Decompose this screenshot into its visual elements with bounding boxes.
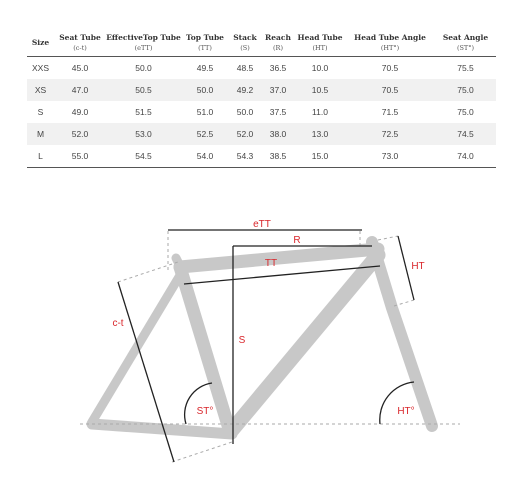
table-cell: XXS [31,63,49,73]
table-cell: 74.0 [457,151,474,161]
table-cell: 36.5 [269,63,287,73]
top-tube-label: TT [264,258,278,269]
head-angle-label: HT° [397,406,415,417]
table-cell: 54.5 [135,151,152,161]
table-cell: 51.0 [196,107,214,117]
header-top-tube: Top Tube (TT) [186,32,224,52]
table-cell: 15.0 [311,151,329,161]
table-cell: 53.0 [106,123,181,145]
header-head-tube-angle: Head Tube Angle (HT°) [354,32,426,52]
seat-angle-arc [185,383,212,424]
header-stack: Stack (S) [233,32,257,52]
header-reach: Reach (R) [265,32,291,52]
reach-label: R [293,235,301,246]
bike-frame-silhouette [92,242,432,434]
table-cell: 54.0 [196,151,214,161]
seat-tube-label: c-t [112,318,124,329]
seat-stay-shape [92,272,182,422]
table-cell: 49.2 [229,79,261,101]
table-cell: 70.5 [381,63,399,73]
table-cell: 48.5 [236,63,254,73]
table-cell: 75.5 [457,63,474,73]
table-cell: 47.0 [54,79,106,101]
header-seat-angle: Seat Angle (ST°) [442,32,489,52]
table-cell: 51.5 [135,107,152,117]
top-tube-shape [180,249,378,267]
head-tube-label: HT [411,261,425,272]
table-cell: 50.0 [236,107,254,117]
header-head-tube: Head Tube (HT) [297,32,343,52]
head-angle-arc [380,382,414,424]
table-row [27,57,496,80]
table-cell: 73.0 [381,151,399,161]
table-cell: S [37,107,44,117]
frame-geometry-diagram [0,200,528,485]
table-row [27,101,496,123]
table-cell: M [27,123,54,145]
stack-label: S [238,335,246,346]
table-cell: 10.5 [295,79,345,101]
table-cell: 75.0 [435,79,496,101]
table-cell: 50.0 [135,63,152,73]
seat-tube-guide-bottom [172,442,232,462]
table-row [27,79,496,101]
header-effective-top-tube: EffectiveTop Tube (eTT) [106,32,181,52]
seat-tube-guide-top [118,262,178,282]
down-tube-shape [232,255,378,430]
table-cell: 38.0 [261,123,295,145]
table-cell: 50.0 [181,79,229,101]
table-cell: 49.0 [71,107,89,117]
table-cell: 55.0 [71,151,89,161]
header-seat-tube: Seat Tube (c-t) [59,32,101,52]
seat-angle-label: ST° [196,406,214,417]
table-cell: 45.0 [71,63,89,73]
table-cell: 50.5 [106,79,181,101]
head-tube-guide-top [378,236,398,240]
table-cell: 71.5 [381,107,399,117]
ett-label: eTT [253,219,271,230]
table-cell: 72.5 [345,123,435,145]
table-cell: 38.5 [269,151,287,161]
table-cell: 13.0 [295,123,345,145]
geometry-table [27,29,496,168]
table-cell: 52.0 [229,123,261,145]
table-cell: 70.5 [345,79,435,101]
table-row [27,145,496,168]
table-cell: 54.3 [236,151,254,161]
table-cell: 37.0 [261,79,295,101]
table-cell: XS [27,79,54,101]
table-cell: 75.0 [457,107,474,117]
table-row [27,123,496,145]
table-cell: 11.0 [312,107,328,117]
table-cell: 52.5 [181,123,229,145]
header-size: Size [31,38,50,47]
table-cell: 10.0 [311,63,329,73]
table-cell: 49.5 [196,63,214,73]
table-header-row [27,29,496,57]
seat-post-stub [176,258,182,270]
table-cell: 37.5 [269,107,287,117]
geometry-table-container [27,29,496,168]
table-cell: 52.0 [54,123,106,145]
table-cell: L [38,151,43,161]
table-cell: 74.5 [435,123,496,145]
